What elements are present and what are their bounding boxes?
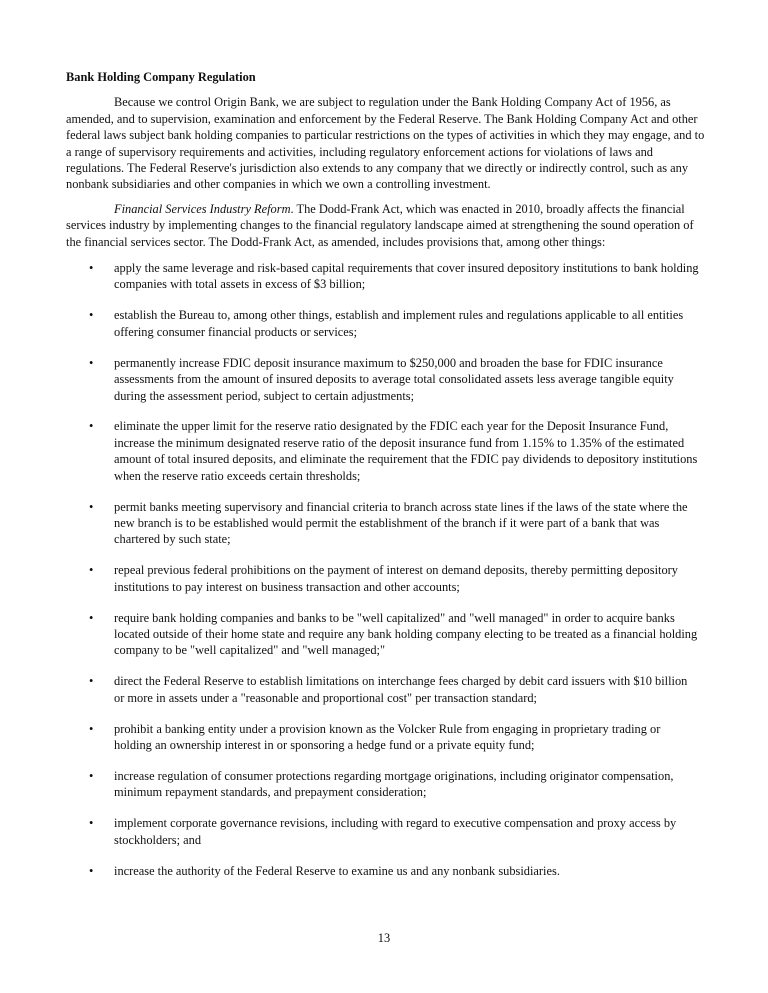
bullet-icon: • xyxy=(89,355,94,370)
paragraph-bank-holding-intro: Because we control Origin Bank, we are subject to regulation under the Bank Holding Company Act of 1956, as amended, and to supervision, examination and enforcement by the Federal Reserve. The Bank Holding Company Act and other federal laws subject bank holding companies to particular restrictions on the types of activities in which they may engage, and to a range of supervisory requirements and activities, including regulatory enforcement actions for violations of laws and regulations. The Federal Reserve's jurisdiction also extends to any company that we directly or indirectly control, such as any nonbank subsidiaries and other companies in which we own a controlling investment. xyxy=(66,95,705,192)
list-item xyxy=(66,355,706,404)
paragraph-inline-title: Financial Services Industry Reform xyxy=(114,201,291,216)
section-heading: Bank Holding Company Regulation xyxy=(66,70,256,84)
list-item-text: increase regulation of consumer protections regarding mortgage originations, including originator compensation, minimum repayment standards, and prepayment consideration; xyxy=(114,768,674,800)
list-item xyxy=(66,499,706,548)
bullet-icon: • xyxy=(89,563,94,578)
dodd-frank-provisions-list xyxy=(66,260,706,879)
list-item xyxy=(66,418,706,484)
bullet-icon: • xyxy=(89,863,94,878)
bullet-icon: • xyxy=(89,261,94,276)
paragraph-body: . The Dodd-Frank Act, which was enacted in 2010, broadly affects the financial services industry by implementing changes to the financial regulatory landscape aimed at strengthening the sound operation of the financial services sector. The Dodd-Frank Act, as amended, includes provisions that, among other things: xyxy=(66,201,694,249)
list-item-text: apply the same leverage and risk-based capital requirements that cover insured depository institutions to bank holding companies with total assets in excess of $3 billion; xyxy=(114,261,699,292)
list-item-text: require bank holding companies and banks to be "well capitalized" and "well managed" in order to acquire banks located outside of their home state and require any bank holding company electing to be treated as a financial holding company to be "well capitalized" and "well managed;" xyxy=(114,610,698,658)
bullet-icon: • xyxy=(89,674,94,689)
list-item xyxy=(66,562,706,595)
list-item-text: direct the Federal Reserve to establish limitations on interchange fees charged by debit card issuers with $10 billion or more in assets under a "reasonable and proportional cost" per transaction standard; xyxy=(114,674,688,705)
list-item xyxy=(66,721,706,754)
document-page xyxy=(66,69,706,893)
bullet-icon: • xyxy=(89,721,94,736)
page-number: 13 xyxy=(377,931,391,945)
list-item xyxy=(66,768,706,801)
list-item-text: permit banks meeting supervisory and financial criteria to branch across state lines if the laws of the state where the new branch is to be established would permit the establishment of the branch if it were part of a bank that was chartered by such state; xyxy=(114,499,688,547)
list-item-text: establish the Bureau to, among other things, establish and implement rules and regulations applicable to all entities offering consumer financial products or services; xyxy=(114,308,684,339)
list-item xyxy=(66,307,706,340)
bullet-icon: • xyxy=(89,419,94,434)
bullet-icon: • xyxy=(89,499,94,514)
list-item-text: permanently increase FDIC deposit insurance maximum to $250,000 and broaden the base for FDIC insurance assessments from the amount of insured deposits to average total consolidated assets less average tangible equity during the assessment period, subject to certain adjustments; xyxy=(114,355,674,403)
list-item xyxy=(66,673,706,706)
list-item xyxy=(66,260,706,293)
list-item-text: eliminate the upper limit for the reserve ratio designated by the FDIC each year for the Deposit Insurance Fund, increase the minimum designated reserve ratio of the deposit insurance fund from 1.15% to 1.35% of the estimated amount of total insured deposits, and eliminate the requirement that the FDIC pay dividends to depository institutions when the reserve ratio exceeds certain thresholds; xyxy=(114,419,698,483)
bullet-icon: • xyxy=(89,768,94,783)
list-item-text: prohibit a banking entity under a provision known as the Volcker Rule from engaging in proprietary trading or holding an ownership interest in or sponsoring a hedge fund or a private equity fund; xyxy=(114,721,661,752)
paragraph-financial-services-reform xyxy=(66,201,706,250)
bullet-icon: • xyxy=(89,308,94,323)
bullet-icon: • xyxy=(89,610,94,625)
bullet-icon: • xyxy=(89,816,94,831)
list-item xyxy=(66,815,706,848)
list-item-text: repeal previous federal prohibitions on the payment of interest on demand deposits, thereby permitting depository institutions to pay interest on business transaction and other accounts; xyxy=(114,563,678,594)
list-item-text: increase the authority of the Federal Reserve to examine us and any nonbank subsidiaries. xyxy=(114,863,560,878)
list-item-text: implement corporate governance revisions, including with regard to executive compensation and proxy access by stockholders; and xyxy=(114,816,677,847)
list-item xyxy=(66,610,706,659)
list-item xyxy=(66,863,706,879)
